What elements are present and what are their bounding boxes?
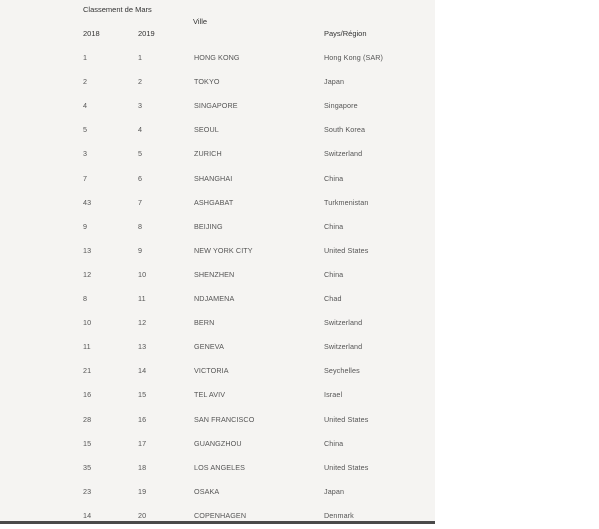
country-name: South Korea <box>324 125 366 135</box>
rank-2018: 5 <box>83 125 88 135</box>
country-name: China <box>324 269 344 279</box>
rank-2019: 12 <box>138 318 147 328</box>
city-name: GUANGZHOU <box>194 438 242 448</box>
rank-2019: 5 <box>138 149 143 159</box>
rank-2019: 4 <box>138 125 143 135</box>
city-name: HONG KONG <box>194 53 240 62</box>
city-name: NEW YORK CITY <box>194 245 253 255</box>
country-name: Japan <box>324 77 345 87</box>
country-name: Seychelles <box>324 366 360 376</box>
city-name: BERN <box>194 318 215 328</box>
country-name: Switzerland <box>324 318 363 328</box>
rank-2018: 13 <box>83 245 92 255</box>
table-row <box>0 463 435 477</box>
rank-2019: 9 <box>138 245 143 255</box>
rank-2019: 19 <box>138 486 147 496</box>
city-name: SINGAPORE <box>194 101 238 111</box>
country-name: Chad <box>324 294 342 303</box>
rank-2019: 11 <box>138 294 146 303</box>
country-name: China <box>324 221 344 231</box>
city-name: SHENZHEN <box>194 269 235 279</box>
table-row <box>0 101 435 115</box>
country-name: United States <box>324 462 369 472</box>
table-row <box>0 53 435 67</box>
city-name: NDJAMENA <box>194 294 235 303</box>
rank-2018: 28 <box>83 414 92 424</box>
city-name: ZURICH <box>194 149 222 159</box>
column-header-2018: 2018 <box>83 29 100 38</box>
table-row <box>0 318 435 332</box>
rank-2018: 12 <box>83 269 92 279</box>
rank-2019: 13 <box>138 342 147 352</box>
city-name: SHANGHAI <box>194 173 233 183</box>
table-row <box>0 149 435 163</box>
rank-2018: 10 <box>83 318 92 328</box>
rank-2018: 21 <box>83 366 92 376</box>
rank-2018: 4 <box>83 101 88 111</box>
country-name: United States <box>324 414 369 424</box>
country-name: Singapore <box>324 101 358 111</box>
column-header-pays: Pays/Région <box>324 29 367 38</box>
group-header: Classement de Mars <box>83 5 152 14</box>
rank-2018: 14 <box>83 510 92 520</box>
rank-2018: 8 <box>83 294 88 303</box>
rank-2018: 15 <box>83 438 92 448</box>
rank-2019: 14 <box>138 366 147 376</box>
country-name: Denmark <box>324 510 354 520</box>
rank-2019: 7 <box>138 197 143 207</box>
city-name: LOS ANGELES <box>194 462 246 472</box>
city-name: GENEVA <box>194 342 225 352</box>
table-row <box>0 342 435 356</box>
country-name: Hong Kong (SAR) <box>324 53 384 62</box>
rank-2019: 17 <box>138 438 147 448</box>
rank-2018: 23 <box>83 486 92 496</box>
city-name: ASHGABAT <box>194 197 234 207</box>
rank-2018: 2 <box>83 77 88 87</box>
rank-2019: 2 <box>138 77 143 87</box>
rank-2018: 11 <box>83 342 91 352</box>
table-row <box>0 390 435 404</box>
rank-2018: 7 <box>83 173 88 183</box>
city-name: TOKYO <box>194 77 220 87</box>
table-row <box>0 246 435 260</box>
rank-2019: 6 <box>138 173 143 183</box>
table-row <box>0 366 435 380</box>
rank-2019: 18 <box>138 462 147 472</box>
country-name: United States <box>324 245 369 255</box>
city-name: COPENHAGEN <box>194 510 247 520</box>
table-row <box>0 439 435 453</box>
city-name: BEIJING <box>194 221 223 231</box>
table-row <box>0 198 435 212</box>
table-row <box>0 511 435 521</box>
rank-2018: 43 <box>83 197 92 207</box>
country-name: Israel <box>324 390 343 400</box>
rank-2019: 16 <box>138 414 147 424</box>
table-row <box>0 222 435 236</box>
rank-2019: 20 <box>138 510 147 520</box>
column-header-2019: 2019 <box>138 29 155 38</box>
country-name: Switzerland <box>324 342 363 352</box>
table-row <box>0 174 435 188</box>
table-row <box>0 415 435 429</box>
rank-2018: 35 <box>83 462 92 472</box>
country-name: China <box>324 173 344 183</box>
country-name: China <box>324 438 344 448</box>
rank-2018: 3 <box>83 149 88 159</box>
rank-2018: 16 <box>83 390 92 400</box>
rank-2018: 1 <box>83 53 88 62</box>
city-name: SAN FRANCISCO <box>194 414 255 424</box>
table-row <box>0 270 435 284</box>
table-row <box>0 487 435 501</box>
rank-2019: 10 <box>138 269 147 279</box>
table-row <box>0 77 435 91</box>
rank-2019: 8 <box>138 221 143 231</box>
city-name: VICTORIA <box>194 366 229 376</box>
city-name: TEL AVIV <box>194 390 226 400</box>
city-name: OSAKA <box>194 486 220 496</box>
bottom-divider <box>0 521 435 524</box>
table-row <box>0 294 435 308</box>
city-name: SEOUL <box>194 125 219 135</box>
column-header-ville: Ville <box>193 17 208 26</box>
country-name: Switzerland <box>324 149 363 159</box>
rank-2019: 15 <box>138 390 147 400</box>
rank-2018: 9 <box>83 221 88 231</box>
rank-2019: 1 <box>138 53 143 62</box>
country-name: Japan <box>324 486 345 496</box>
table-row <box>0 125 435 139</box>
rank-2019: 3 <box>138 101 143 111</box>
country-name: Turkmenistan <box>324 197 369 207</box>
